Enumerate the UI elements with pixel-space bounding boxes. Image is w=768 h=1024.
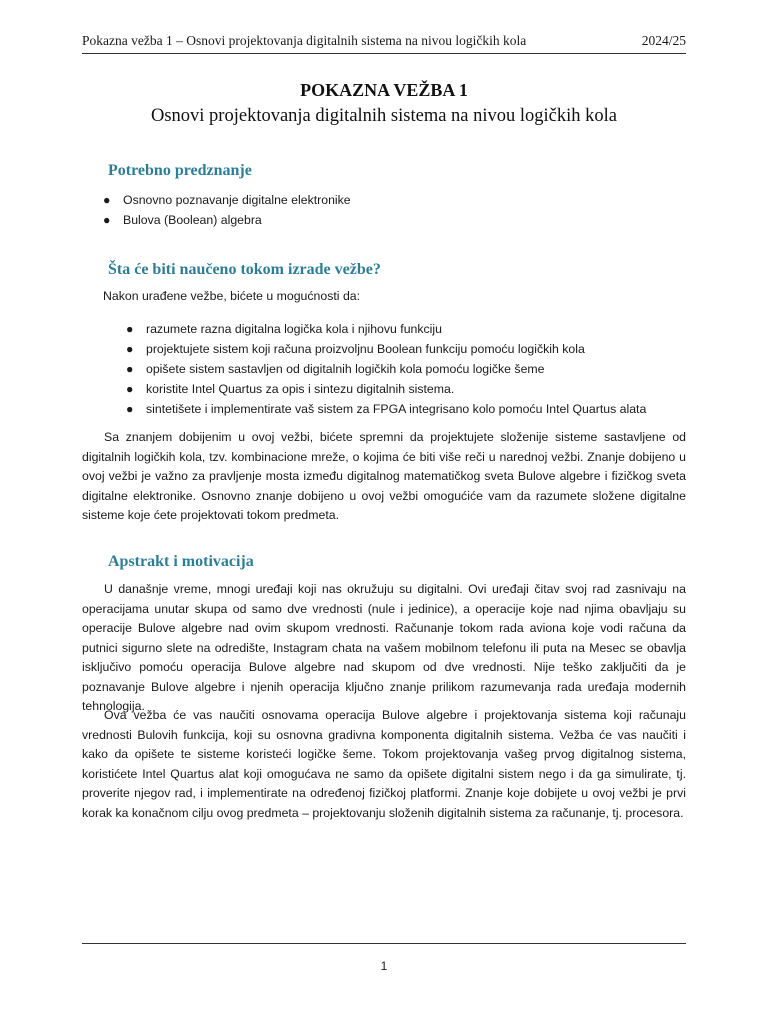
bullet-icon: ● <box>126 362 134 376</box>
section-heading-prerequisites: Potrebno predznanje <box>108 162 252 179</box>
list-item: ● koristite Intel Quartus za opis i sintezu digitalnih sistema. <box>126 379 646 399</box>
section-heading-abstract: Apstrakt i motivacija <box>108 553 254 570</box>
list-item: ● Bulova (Boolean) algebra <box>103 210 351 230</box>
abstract-paragraph-2: Ova vežba će vas naučiti osnovama operacija Bulove algebre i projektovanja sistema koji računaju vrednosti Bulovih funkcija, koji su osnovna gradivna komponenta digitalnih sistema. Vežba će vas naučiti i kako da opišete te sisteme koristeći logičke šeme. Tokom projektovanja vašeg prvog digitalnog sistema, koristićete Intel Quartus alat koji omogućava ne samo da opišete digitalni sistem nego i da ga simulirate, tj. proverite njegov rad, i implementirate na određenoj fizičkoj platformi. Znanje koje dobijete u ovoj vežbi je prvi korak ka konačnom cilju ovog predmeta – projektovanju složenih digitalnih sistema za računanje, tj. procesora. <box>82 708 686 820</box>
section-heading-learning-outcomes: Šta će biti naučeno tokom izrade vežbe? <box>108 261 381 278</box>
list-item: ● projektujete sistem koji računa proizvoljnu Boolean funkciju pomoću logičkih kola <box>126 339 646 359</box>
prerequisites-list <box>103 190 351 230</box>
list-item: ● opišete sistem sastavljen od digitalnih logičkih kola pomoću logičke šeme <box>126 359 646 379</box>
bullet-icon: ● <box>126 402 134 416</box>
list-item: ● razumete razna digitalna logička kola i njihovu funkciju <box>126 319 646 339</box>
bullet-icon: ● <box>126 382 134 396</box>
header-title: Pokazna vežba 1 – Osnovi projektovanja digitalnih sistema na nivou logičkih kola <box>82 33 527 48</box>
list-item: ● Osnovno poznavanje digitalne elektronike <box>103 190 351 210</box>
bullet-icon: ● <box>126 322 134 336</box>
bullet-icon: ● <box>103 193 111 207</box>
abstract-paragraph-1: U današnje vreme, mnogi uređaji koji nas okružuju su digitalni. Ovi uređaji čitav svoj rad zasnivaju na operacijama unutar skupa od samo dve vrednosti (nule i jedinice), a operacije koje nad njima obavljaju su operacije Bulove algebre nad ovim skupom vrednosti. Računanje tokom rada aviona koje vodi računa da putnici sigurno slete na odredište, Instagram chata na vašem mobilnom telefonu ili puta na Mesec se obavlja isključivo pomoću operacija Bulove algebre nad skupom od dve vrednosti. Nije teško zaključiti da je poznavanje Bulove algebre i njenih operacija ključno znanje prilikom razumevanja rada uređaja modernih tehnologija. <box>82 582 686 713</box>
page-number: 1 <box>380 959 388 973</box>
document-title: POKAZNA VEŽBA 1 <box>300 80 468 100</box>
list-item: ● sintetišete i implementirate vaš sistem za FPGA integrisano kolo pomoću Intel Quartus alata <box>126 399 646 419</box>
bullet-icon: ● <box>103 213 111 227</box>
document-subtitle: Osnovi projektovanja digitalnih sistema na nivou logičkih kola <box>150 106 618 126</box>
header-year: 2024/25 <box>641 33 686 48</box>
learning-intro: Nakon urađene vežbe, bićete u mogućnosti da: <box>103 289 361 303</box>
running-header <box>82 33 686 49</box>
footer-divider <box>82 943 686 944</box>
header-divider <box>82 53 686 54</box>
bullet-icon: ● <box>126 342 134 356</box>
learning-paragraph: Sa znanjem dobijenim u ovoj vežbi, bićete spremni da projektujete složenije sisteme sastavljene od digitalnih logičkih kola, tzv. kombinacione mreže, o kojima će biti više reči u narednoj vežbi. Znanje dobijeno u ovoj vežbi je važno za pravljenje mosta između digitalnog matematičkog sveta Bulove algebre i fizičkog sveta digitalne elektronike. Osnovno znanje dobijeno u ovoj vežbi omogućiće vam da razumete složene digitalne sisteme koje ćete projektovati tokom predmeta. <box>82 430 686 522</box>
learning-outcomes-list <box>126 319 646 419</box>
